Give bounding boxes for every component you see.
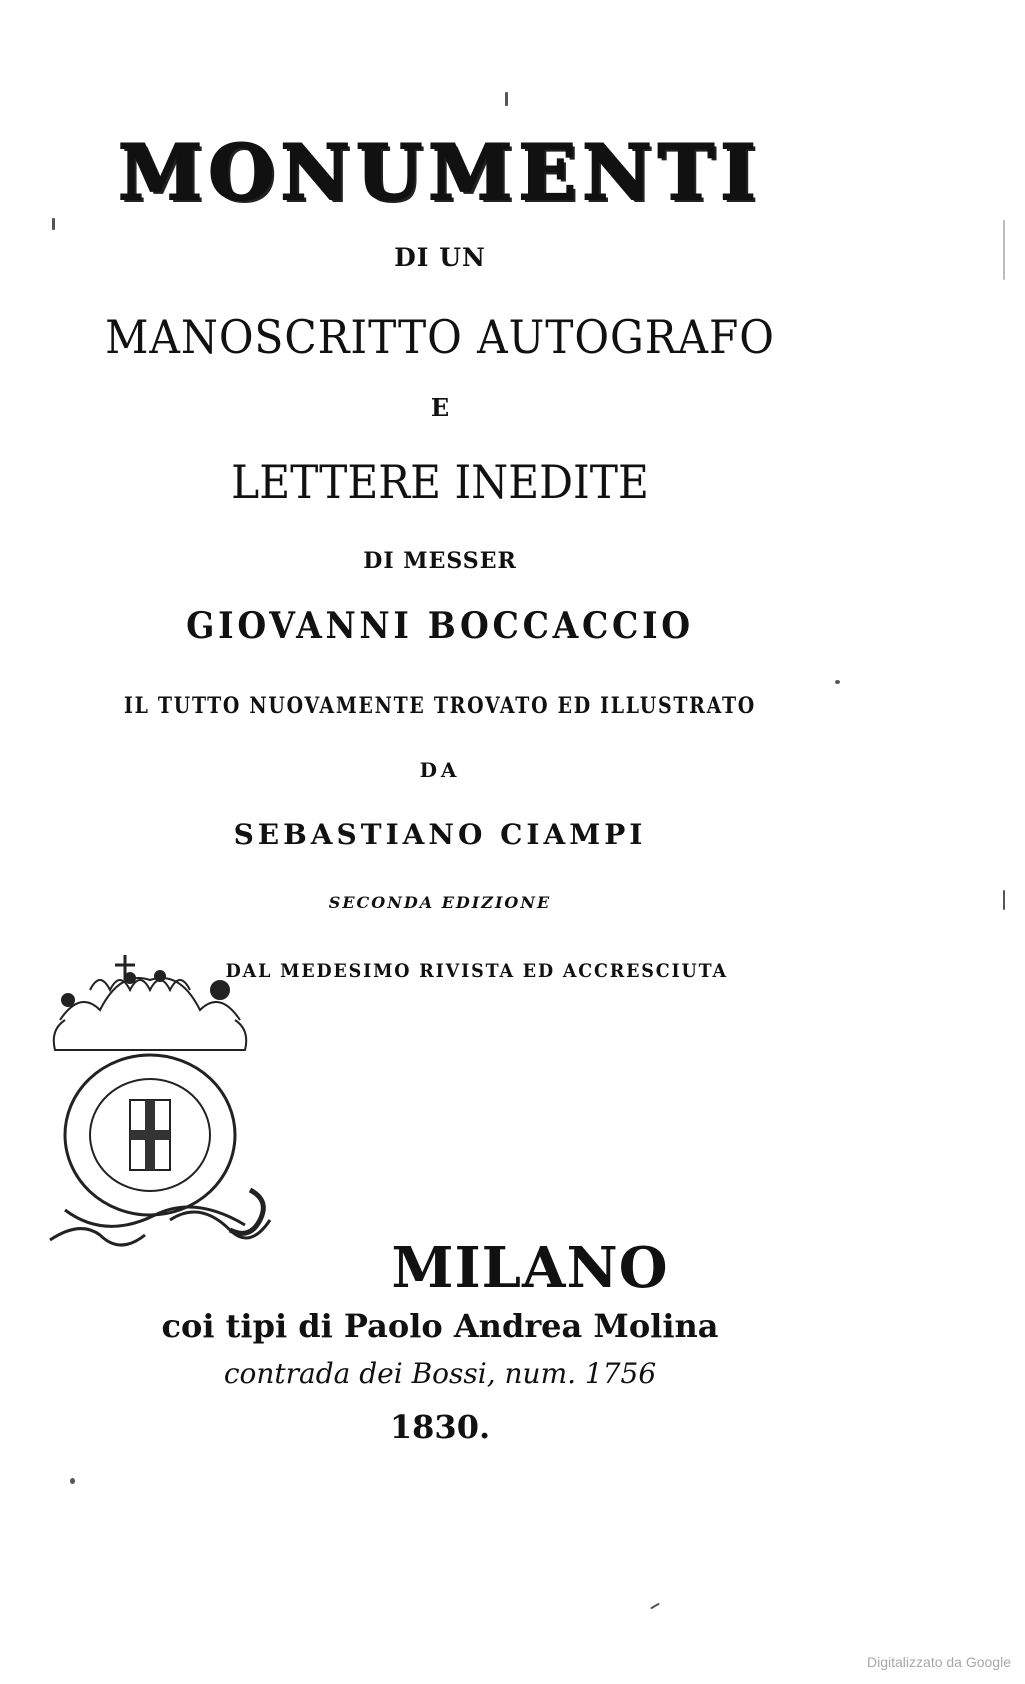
paper-speck [1003,220,1005,280]
line-manoscritto-autografo: MANOSCRITTO AUTOGRAFO [105,310,775,364]
edition-statement: SECONDA EDIZIONE [328,893,552,912]
line-da: DA [419,758,461,782]
line-lettere-inedite: LETTERE INEDITE [231,455,649,509]
imprint-address: contrada dei Bossi, num. 1756 [223,1357,657,1390]
revision-statement: DAL MEDESIMO RIVISTA ED ACCRESCIUTA [225,960,728,982]
editor-name: SEBASTIANO CIAMPI [233,818,647,851]
book-title: MONUMENTI [118,128,762,217]
paper-speck [52,218,55,230]
imprint-printer: coi tipi di Paolo Andrea Molina [161,1307,719,1345]
paper-speck [650,1603,660,1610]
author-name: GIOVANNI BOCCACCIO [186,605,694,647]
paper-speck [1003,890,1005,910]
line-di-un: DI UN [394,243,486,272]
paper-speck [835,680,840,684]
google-watermark: Digitalizzato da Google [867,1654,1011,1670]
imprint-year: 1830. [389,1408,491,1446]
line-e: E [430,393,450,422]
line-il-tutto: IL TUTTO NUOVAMENTE TROVATO ED ILLUSTRATO [124,693,756,719]
paper-speck [70,1478,75,1484]
line-di-messer: DI MESSER [363,548,517,574]
imprint-city: MILANO [391,1235,669,1301]
paper-speck [505,92,508,106]
